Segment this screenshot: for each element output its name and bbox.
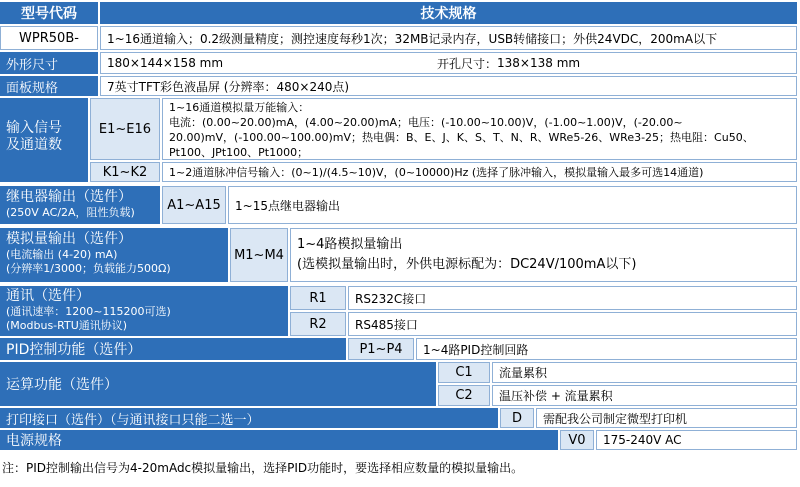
analog-out-desc1: 1~4路模拟量输出	[297, 237, 403, 252]
panel-label: 面板规格	[0, 76, 98, 96]
comm-title: 通讯（选件）	[6, 288, 90, 304]
comm-r2-desc: RS485接口	[348, 312, 797, 336]
input-e-code: E1~E16	[90, 98, 160, 160]
relay-sub: (250V AC/2A，阻性负载)	[6, 206, 135, 219]
calc-c2-desc: 温压补偿 + 流量累积	[492, 385, 797, 406]
input-label	[0, 98, 88, 182]
comm-sub1: (通讯速率：1200~115200可选)	[6, 305, 171, 318]
input-e-line: 20.00)mV，(-100.00~100.00)mV；热电偶：B、E、J、K、S、T、N、R、WRe5-26、WRe3-25；热电阻：Cu50、	[169, 131, 754, 144]
input-e-line: 1~16通道模拟量万能输入：	[169, 101, 310, 114]
analog-out-sub2: (分辨率1/3000；负载能力500Ω)	[6, 262, 171, 275]
relay-label	[0, 186, 160, 224]
analog-out-desc	[290, 228, 797, 282]
comm-sub2: (Modbus-RTU通讯协议)	[6, 319, 128, 332]
power-code: V0	[560, 430, 594, 450]
cutout-value: 138×138 mm	[497, 56, 581, 70]
relay-title: 继电器输出（选件）	[6, 189, 132, 205]
comm-r1-code: R1	[290, 286, 346, 310]
analog-out-title: 模拟量输出（选件）	[6, 231, 132, 247]
input-e-line: 电流：(0.00~20.00)mA，(4.00~20.00)mA；电压：(-10.00~10.00)V，(-1.00~1.00)V，(-20.00~	[169, 116, 683, 129]
input-e-desc	[162, 98, 797, 160]
printer-code: D	[500, 408, 534, 428]
calc-c1-desc: 流量累积	[492, 362, 797, 383]
analog-out-desc2: (选模拟量输出时，外供电源标配为：DC24V/100mA以下)	[297, 257, 637, 272]
outer-size: 180×144×158 mm	[107, 56, 224, 70]
comm-r2-code: R2	[290, 312, 346, 336]
calc-c2-code: C2	[438, 385, 490, 406]
footnote: 注：PID控制输出信号为4-20mAdc模拟量输出，选择PID功能时，要选择相应数量的模拟量输出。	[2, 461, 524, 475]
dimensions-value	[100, 52, 797, 74]
analog-out-sub1: (电流输出 (4-20) mA)	[6, 248, 118, 261]
input-e-line: Pt100、JPt100、Pt1000；	[169, 146, 309, 159]
input-k-code: K1~K2	[90, 162, 160, 182]
comm-label	[0, 286, 288, 336]
cutout-label: 开孔尺寸：	[437, 56, 498, 71]
comm-r1-desc: RS232C接口	[348, 286, 797, 310]
printer-desc: 需配我公司制定微型打印机	[536, 408, 797, 428]
model-code-header: 型号代码	[0, 2, 98, 24]
relay-desc: 1~15点继电器输出	[228, 186, 797, 224]
relay-code: A1~A15	[162, 186, 226, 224]
pid-code: P1~P4	[348, 338, 414, 360]
pid-desc: 1~4路PID控制回路	[416, 338, 797, 360]
dimensions-label: 外形尺寸	[0, 52, 98, 74]
analog-out-label	[0, 228, 228, 282]
input-label-line2: 及通道数	[6, 137, 62, 153]
model-desc: 1~16通道输入；0.2级测量精度；测控速度每秒1次；32MB记录内存，USB转储接口；外供24VDC，200mA以下	[100, 26, 797, 50]
power-label: 电源规格	[0, 430, 558, 450]
input-label-line1: 输入信号	[6, 120, 62, 136]
model-code: WPR50B-	[0, 26, 98, 50]
spec-header: 技术规格	[100, 2, 797, 24]
calc-label: 运算功能（选件）	[0, 362, 436, 406]
analog-out-code: M1~M4	[230, 228, 288, 282]
pid-label: PID控制功能（选件）	[0, 338, 346, 360]
power-desc: 175-240V AC	[596, 430, 797, 450]
panel-value: 7英寸TFT彩色液晶屏 (分辨率：480×240点)	[100, 76, 797, 96]
printer-label: 打印接口（选件）（与通讯接口只能二选一）	[0, 408, 498, 428]
calc-c1-code: C1	[438, 362, 490, 383]
input-k-desc: 1~2通道脉冲信号输入：(0~1)/(4.5~10)V，(0~10000)Hz (选择了脉冲输入，模拟量输入最多可选14通道)	[162, 162, 797, 182]
